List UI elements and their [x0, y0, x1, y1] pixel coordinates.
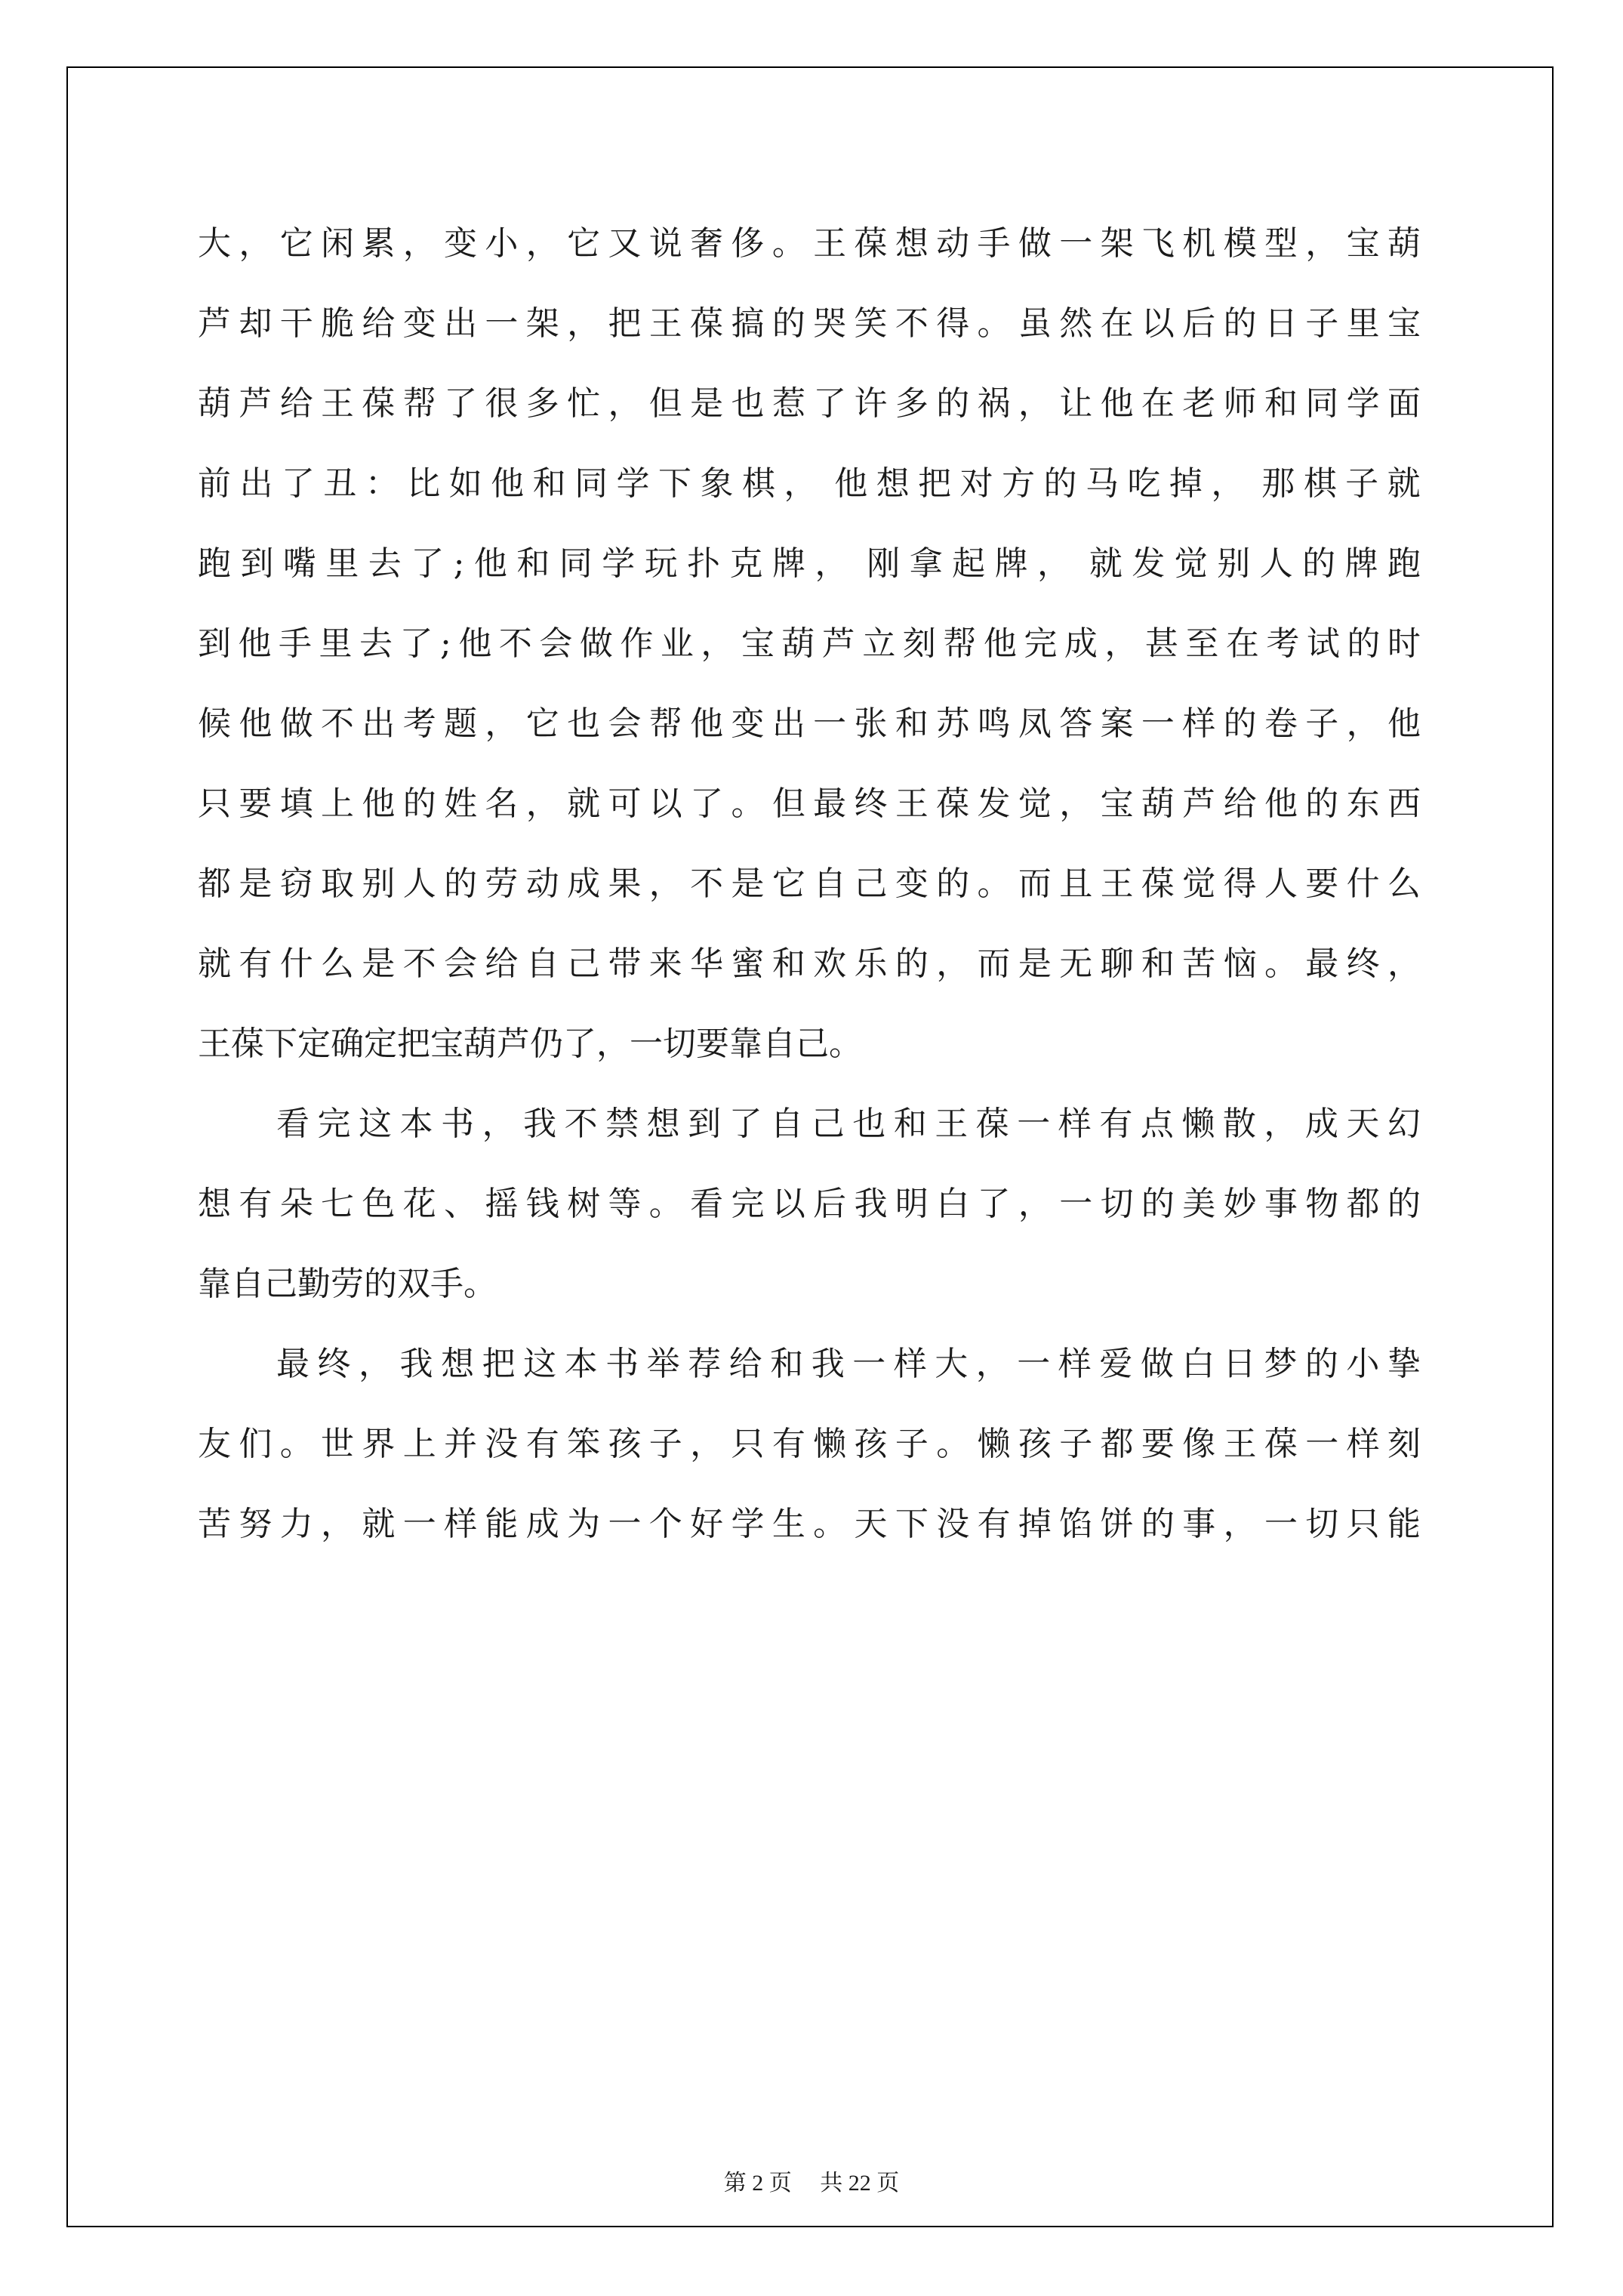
text-line: 友 们 。 世 界 上 并 没 有 笨 孩 子 ， 只 有 懒 孩 子 。 懒 孩 子 都 要 像 王 葆 一 样 刻 — [198, 1425, 1421, 1463]
text-line: 就 有 什 么 是 不 会 给 自 己 带 来 华 蜜 和 欢 乐 的 ， 而 是 无 聊 和 苦 恼 。 最 终 ， — [198, 945, 1421, 983]
text-line: 王 葆 下 定 确 定 把 宝 葫 芦 仍 了 ， 一 切 要 靠 自 己 。 — [198, 1025, 862, 1063]
text-line: 只 要 填 上 他 的 姓 名 ， 就 可 以 了 。 但 最 终 王 葆 发 觉 ， 宝 葫 芦 给 他 的 东 西 — [198, 784, 1421, 823]
text-line: 想 有 朵 七 色 花 、 摇 钱 树 等 。 看 完 以 后 我 明 白 了 ， 一 切 的 美 妙 事 物 都 的 — [198, 1185, 1421, 1223]
text-line: 靠 自 己 勤 劳 的 双 手 。 — [198, 1265, 497, 1303]
text-line: 都 是 窃 取 别 人 的 劳 动 成 果 ， 不 是 它 自 己 变 的 。 而 且 王 葆 觉 得 人 要 什 么 — [198, 864, 1421, 903]
text-line: 看 完 这 本 书 ， 我 不 禁 想 到 了 自 己 也 和 王 葆 一 样 有 点 懒 散 ， 成 天 幻 — [276, 1105, 1421, 1143]
text-line: 葫 芦 给 王 葆 帮 了 很 多 忙 ， 但 是 也 惹 了 许 多 的 祸 ， 让 他 在 老 师 和 同 学 面 — [198, 384, 1421, 423]
text-line: 最 终 ， 我 想 把 这 本 书 举 荐 给 和 我 一 样 大 ， 一 样 爱 做 白 日 梦 的 小 挚 — [276, 1345, 1421, 1383]
text-line: 候 他 做 不 出 考 题 ， 它 也 会 帮 他 变 出 一 张 和 苏 鸣 凤 答 案 一 样 的 卷 子 ， 他 — [198, 704, 1421, 743]
text-line: 大 ， 它 闲 累 ， 变 小 ， 它 又 说 奢 侈 。 王 葆 想 动 手 做 一 架 飞 机 模 型 ， 宝 葫 — [198, 224, 1421, 263]
text-line: 跑 到 嘴 里 去 了 ; 他 和 同 学 玩 扑 克 牌 ， 刚 拿 起 牌 ， 就 发 觉 别 人 的 牌 跑 — [198, 544, 1421, 583]
text-line: 苦 努 力 ， 就 一 样 能 成 为 一 个 好 学 生 。 天 下 没 有 掉 馅 饼 的 事 ， 一 切 只 能 — [198, 1505, 1421, 1543]
text-line: 到 他 手 里 去 了 ; 他 不 会 做 作 业 ， 宝 葫 芦 立 刻 帮 他 完 成 ， 甚 至 在 考 试 的 时 — [198, 624, 1421, 663]
page-number-footer: 第 2 页 共 22 页 — [723, 2171, 900, 2196]
text-line: 前 出 了 丑 ： 比 如 他 和 同 学 下 象 棋 ， 他 想 把 对 方 的 马 吃 掉 ， 那 棋 子 就 — [198, 464, 1421, 503]
text-line: 芦 却 干 脆 给 变 出 一 架 ， 把 王 葆 搞 的 哭 笑 不 得 。 虽 然 在 以 后 的 日 子 里 宝 — [198, 304, 1421, 343]
document-body — [198, 204, 1421, 1564]
